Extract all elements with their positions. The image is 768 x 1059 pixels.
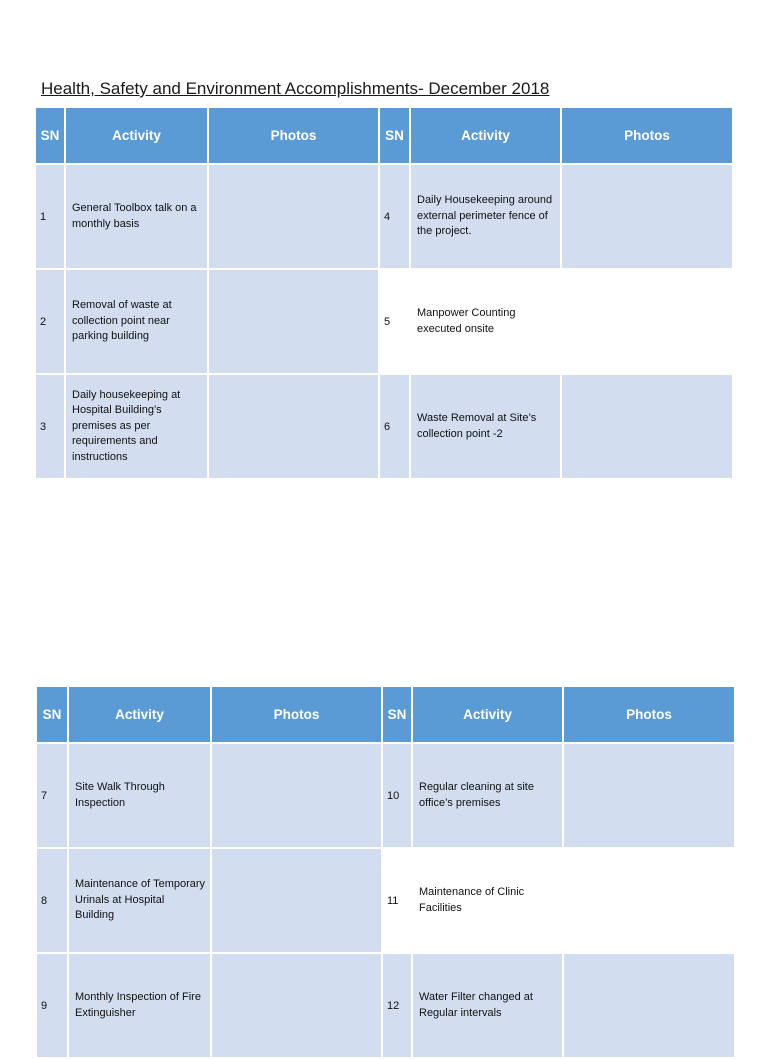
header-photos: Photos xyxy=(563,686,735,743)
activity-photo xyxy=(211,953,382,1058)
row-activity: Daily housekeeping at Hospital Building’s premises as per requirements and instructions xyxy=(65,374,208,479)
row-sn: 1 xyxy=(35,164,65,269)
header-activity: Activity xyxy=(65,107,208,164)
table-row xyxy=(35,164,733,269)
row-activity: Removal of waste at collection point near parking building xyxy=(65,269,208,374)
header-photos: Photos xyxy=(211,686,382,743)
activity-photo xyxy=(561,269,733,374)
row-activity: Manpower Counting executed onsite xyxy=(410,269,561,374)
document-title: Health, Safety and Environment Accomplishments- December 2018 xyxy=(41,79,550,98)
activity-photo xyxy=(208,374,379,479)
row-sn: 4 xyxy=(379,164,410,269)
row-sn: 10 xyxy=(382,743,412,848)
row-activity: Maintenance of Temporary Urinals at Hospital Building xyxy=(68,848,211,953)
table-header-row xyxy=(36,686,735,743)
table-row xyxy=(35,269,733,374)
table-row xyxy=(36,848,735,953)
activity-photo xyxy=(208,164,379,269)
header-sn: SN xyxy=(35,107,65,164)
row-activity: Daily Housekeeping around external perimeter fence of the project. xyxy=(410,164,561,269)
header-photos: Photos xyxy=(561,107,733,164)
row-sn: 6 xyxy=(379,374,410,479)
row-sn: 3 xyxy=(35,374,65,479)
table-row xyxy=(36,743,735,848)
row-sn: 12 xyxy=(382,953,412,1058)
row-activity: Maintenance of Clinic Facilities xyxy=(412,848,563,953)
header-activity: Activity xyxy=(410,107,561,164)
header-sn: SN xyxy=(382,686,412,743)
activity-photo xyxy=(563,848,735,953)
activity-photo xyxy=(561,374,733,479)
row-activity: Water Filter changed at Regular intervals xyxy=(412,953,563,1058)
header-activity: Activity xyxy=(412,686,563,743)
header-photos: Photos xyxy=(208,107,379,164)
activity-photo xyxy=(208,269,379,374)
row-activity: Site Walk Through Inspection xyxy=(68,743,211,848)
row-sn: 5 xyxy=(379,269,410,374)
row-sn: 2 xyxy=(35,269,65,374)
activity-photo xyxy=(211,848,382,953)
activity-photo xyxy=(561,164,733,269)
row-sn: 8 xyxy=(36,848,68,953)
row-sn: 9 xyxy=(36,953,68,1058)
table-row xyxy=(35,374,733,479)
row-activity: Waste Removal at Site’s collection point -2 xyxy=(410,374,561,479)
row-sn: 11 xyxy=(382,848,412,953)
row-activity: General Toolbox talk on a monthly basis xyxy=(65,164,208,269)
header-sn: SN xyxy=(379,107,410,164)
activity-photo xyxy=(211,743,382,848)
row-activity: Regular cleaning at site office’s premises xyxy=(412,743,563,848)
row-activity: Monthly Inspection of Fire Extinguisher xyxy=(68,953,211,1058)
table-row xyxy=(36,953,735,1058)
activity-photo xyxy=(563,743,735,848)
accomplishments-table-1 xyxy=(34,106,734,480)
row-sn: 7 xyxy=(36,743,68,848)
table-header-row xyxy=(35,107,733,164)
activity-photo xyxy=(563,953,735,1058)
header-sn: SN xyxy=(36,686,68,743)
header-activity: Activity xyxy=(68,686,211,743)
accomplishments-table-2 xyxy=(35,685,736,1059)
